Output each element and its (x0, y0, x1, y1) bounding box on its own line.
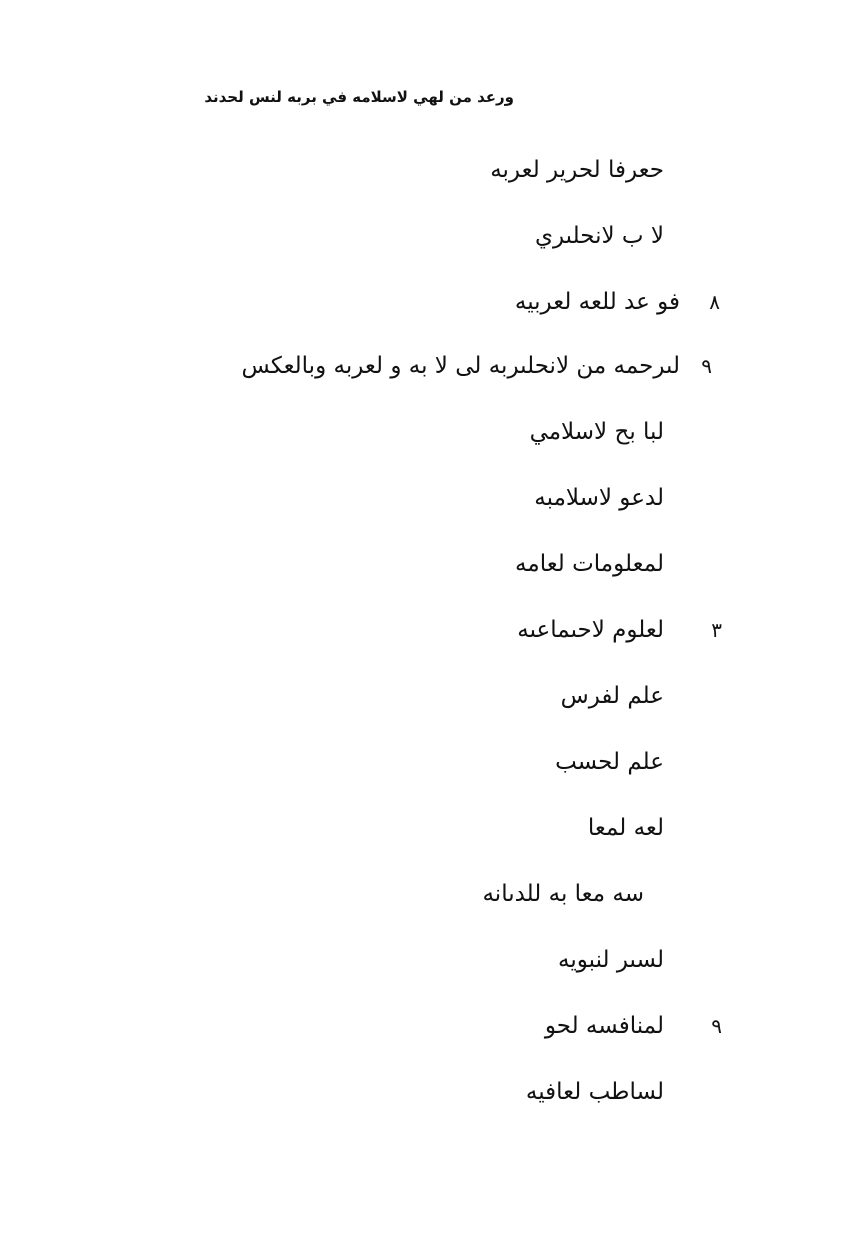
item-text: لمنافسه لحو (544, 1013, 664, 1039)
item-text: حعرفا لحرير لعربه (490, 157, 664, 183)
item-number: ٨ (709, 290, 720, 314)
list-item (460, 412, 664, 452)
list-item (470, 1072, 664, 1112)
list-item (480, 1006, 722, 1046)
item-text: فو عد للعه لعربيه (514, 289, 680, 315)
item-number: ٩ (701, 354, 712, 378)
item-text: لسىر لنبويه (558, 947, 664, 973)
item-number: ٩ (711, 1014, 722, 1038)
item-text: سه معا به للدىانه (482, 881, 644, 907)
list-item (520, 742, 664, 782)
item-text: لعلوم لاحىماعىه (517, 617, 664, 643)
list-item (460, 478, 664, 518)
document-header: ورعد من لهي لاسلامه في بربه لنس لحدند (204, 88, 514, 106)
item-text: لدعو لاسلامبه (534, 485, 664, 511)
list-item (150, 346, 712, 386)
list-item (460, 544, 664, 584)
item-number: ٣ (711, 618, 722, 642)
item-text: لىرحمه من لانحلىربه لى لا به و لعربه وبالعكس (241, 353, 680, 379)
item-text: لبا بح لاسلامي (529, 419, 664, 445)
list-item (460, 610, 722, 650)
item-text: لساطب لعافيه (525, 1079, 664, 1105)
list-item (520, 676, 664, 716)
list-item (420, 874, 644, 914)
item-text: لمعلومات لعامه (515, 551, 664, 577)
item-text: علم لفرس (560, 683, 664, 709)
item-text: لا ب لانحلىري (534, 223, 664, 249)
list-item (500, 216, 664, 256)
item-text: لعه لمعا (587, 815, 664, 841)
list-item (490, 940, 664, 980)
list-item (420, 150, 664, 190)
item-text: علم لحسب (555, 749, 664, 775)
list-item (480, 282, 720, 322)
list-item (540, 808, 664, 848)
